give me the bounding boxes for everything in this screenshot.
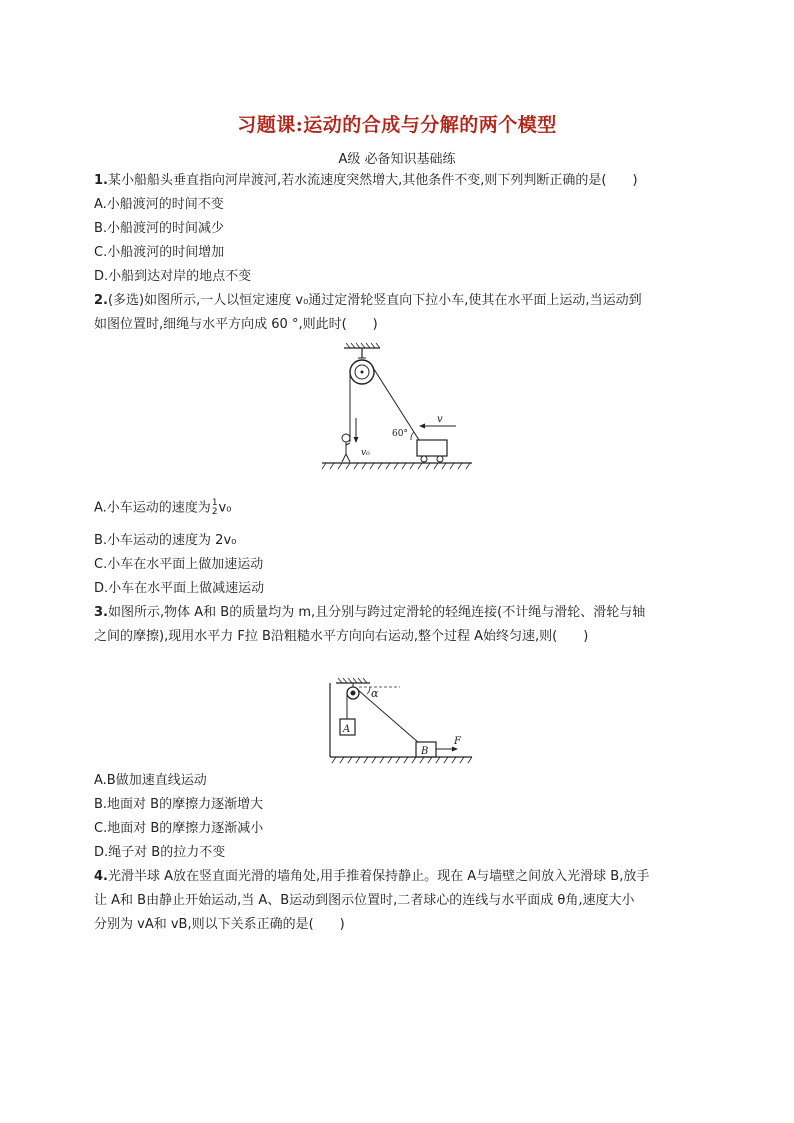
page-title: 习题课:运动的合成与分解的两个模型 <box>237 114 557 136</box>
alpha-label: α <box>371 687 379 700</box>
q3-option-d: D.绳子对 B的拉力不变 <box>94 845 226 860</box>
q4-stem-line1 <box>94 868 649 886</box>
q2-stem-line2: 如图位置时,细绳与水平方向成 60 °,则此时( ) <box>94 317 378 332</box>
q4-stem-line2: 让 A和 B由静止开始运动,当 A、B运动到图示位置时,二者球心的连线与水平面成 θ角,速度大小 <box>94 893 635 908</box>
q1-stem <box>94 172 638 190</box>
q1-option-b: B.小船渡河的时间减少 <box>94 221 225 236</box>
q2-number: 2. <box>94 293 108 308</box>
q3-stem-text-1: 如图所示,物体 A和 B的质量均为 m,且分别与跨过定滑轮的轻绳连接(不计绳与滑轮、滑轮与轴 <box>107 605 646 620</box>
q1-stem-text: 某小船船头垂直指向河岸渡河,若水流速度突然增大,其他条件不变,则下列判断正确的是( ) <box>107 173 638 188</box>
q1-option-d: D.小船到达对岸的地点不变 <box>94 269 252 284</box>
q2-stem-line1 <box>94 292 642 310</box>
q3-stem-line2: 之间的摩擦),现用水平力 F拉 B沿粗糙水平方向向右运动,整个过程 A始终匀速,则( ) <box>94 629 589 644</box>
v0-label: v₀ <box>361 448 370 458</box>
person-icon <box>342 434 350 442</box>
q3-number: 3. <box>94 605 108 620</box>
block-a-label: A <box>343 724 351 735</box>
block-b-label: B <box>421 746 429 757</box>
q3-option-b: B.地面对 B的摩擦力逐渐增大 <box>94 797 264 812</box>
q2-pulley-cart-figure <box>318 340 478 475</box>
section-heading: A级 必备知识基础练 <box>338 152 456 167</box>
q2-option-a: A.小车运动的速度为 1 2 v₀ <box>94 498 232 517</box>
q2-option-d: D.小车在水平面上做减速运动 <box>94 581 265 596</box>
q2-option-b: B.小车运动的速度为 2v₀ <box>94 533 237 548</box>
one-half-fraction: 1 2 <box>211 498 218 517</box>
cart-icon <box>417 440 447 456</box>
q4-number: 4. <box>94 869 108 884</box>
q3-stem-line1 <box>94 604 645 622</box>
q1-option-a: A.小船渡河的时间不变 <box>94 197 224 212</box>
angle-label: 60° <box>392 429 408 439</box>
q3-pulley-blocks-figure <box>326 675 476 770</box>
q4-stem-line3: 分别为 vA和 vB,则以下关系正确的是( ) <box>94 917 345 932</box>
q2-option-c: C.小车在水平面上做加速运动 <box>94 557 264 572</box>
force-label: F <box>454 736 461 747</box>
q3-option-c: C.地面对 B的摩擦力逐渐减小 <box>94 821 264 836</box>
q3-option-a: A.B做加速直线运动 <box>94 773 207 788</box>
q1-option-c: C.小船渡河的时间增加 <box>94 245 225 260</box>
q2-stem-text-1: (多选)如图所示,一人以恒定速度 v₀通过定滑轮竖直向下拉小车,使其在水平面上运动,当运动到 <box>107 293 642 308</box>
q1-number: 1. <box>94 173 108 188</box>
v-label: v <box>437 414 443 425</box>
q4-stem-text-1: 光滑半球 A放在竖直面光滑的墙角处,用手推着保持静止。现在 A与墙壁之间放入光滑球 B,放手 <box>107 869 650 884</box>
